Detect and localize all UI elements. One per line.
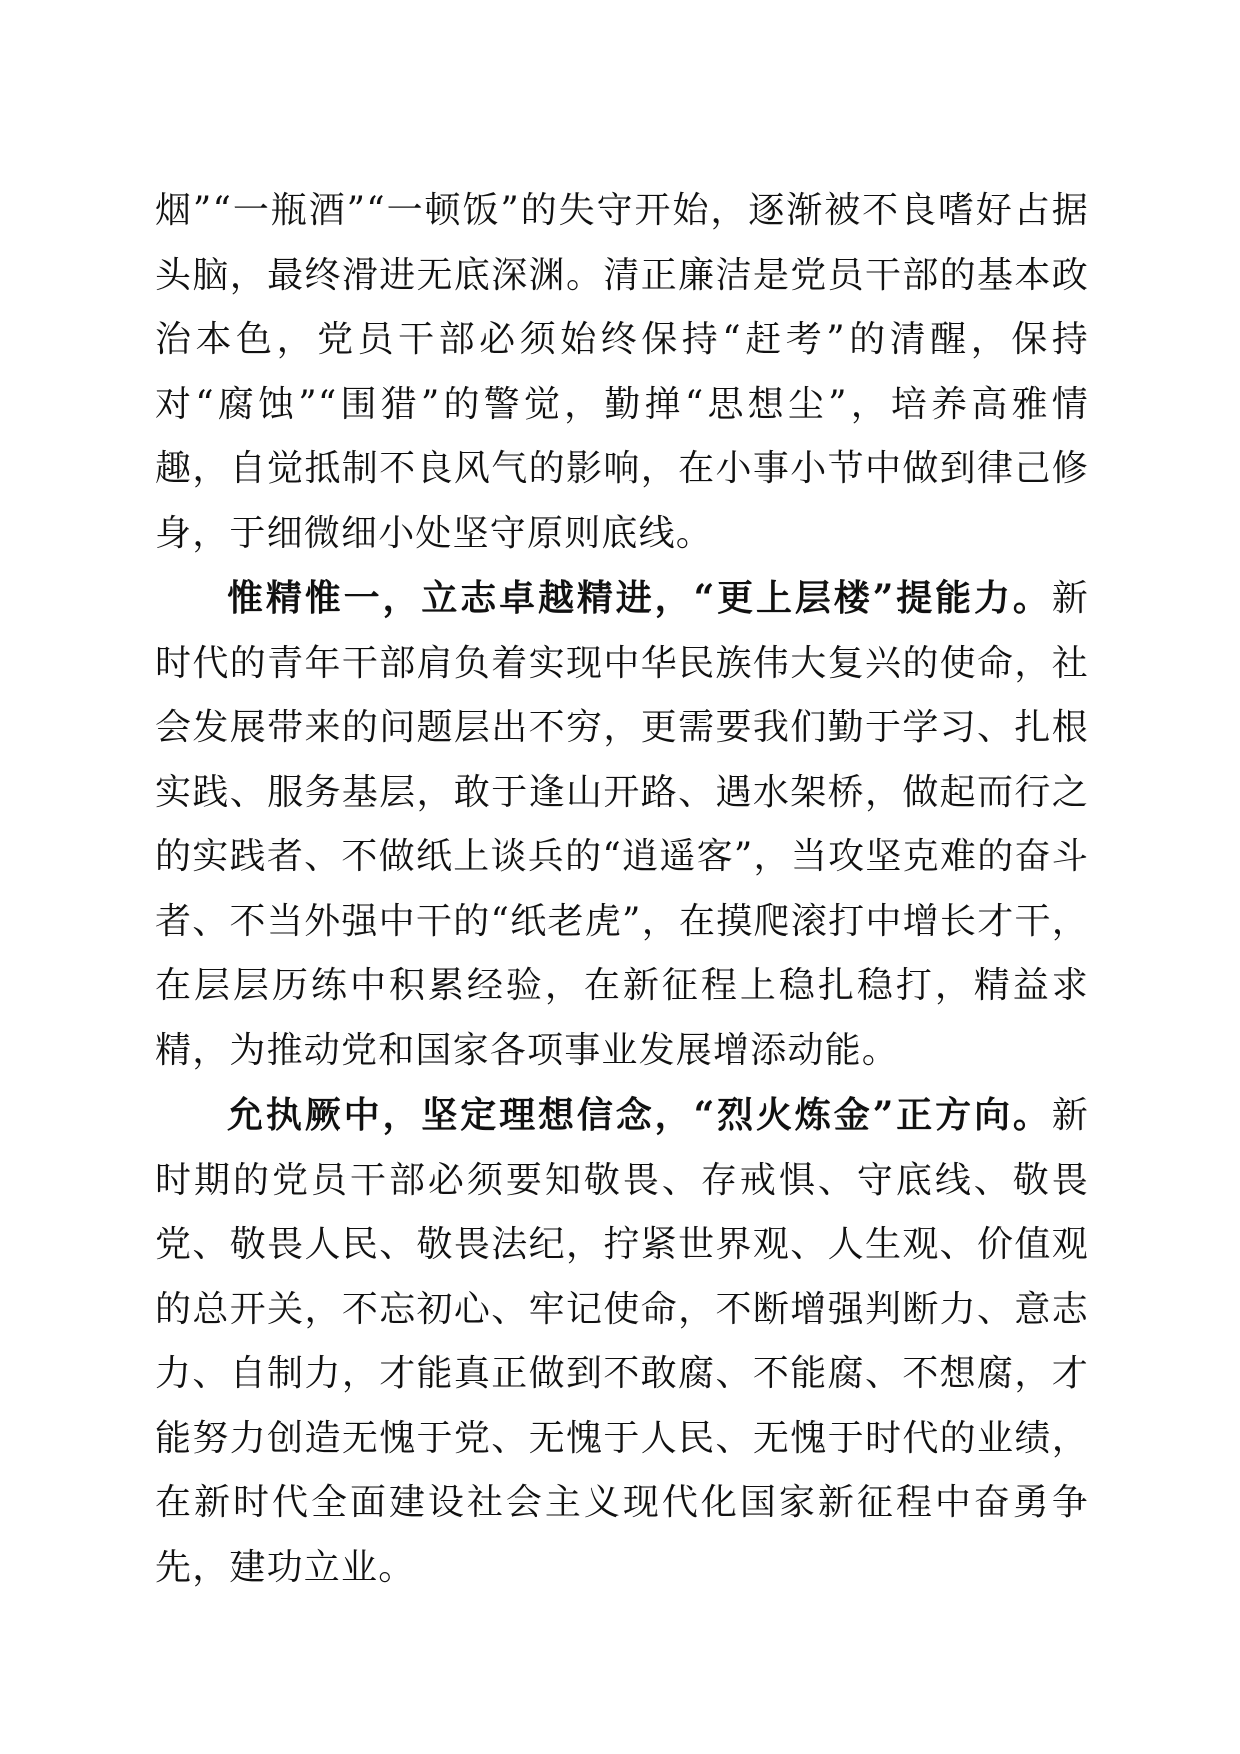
paragraph-continuation: [155, 178, 1089, 566]
paragraph-lead: 惟精惟一，立志卓越精进，“更上层楼”提能力。: [227, 577, 1052, 619]
paragraph-lead: 允执厥中，坚定理想信念，“烈火炼金”正方向。: [227, 1094, 1052, 1136]
document-body: [155, 178, 1089, 1600]
paragraph-text: 新时期的党员干部必须要知敬畏、存戒惧、守底线、敬畏党、敬畏人民、敬畏法纪，拧紧世界观、人生观、价值观的总开关，不忘初心、牢记使命，不断增强判断力、意志力、自制力，才能真正做到不敢腐、不能腐、不想腐，才能努力创造无愧于党、无愧于人民、无愧于时代的业绩，在新时代全面建设社会主义现代化国家新征程中奋勇争先，建功立业。: [155, 1095, 1089, 1588]
paragraph-firm-ideals: [155, 1083, 1089, 1600]
paragraph-text: 烟”“一瓶酒”“一顿饭”的失守开始，逐渐被不良嗜好占据头脑，最终滑进无底深渊。清正廉洁是党员干部的基本政治本色，党员干部必须始终保持“赶考”的清醒，保持对“腐蚀”“围猎”的警觉，勤掸“思想尘”，培养高雅情趣，自觉抵制不良风气的影响，在小事小节中做到律己修身，于细微细小处坚守原则底线。: [155, 190, 1089, 554]
paragraph-text: 新时代的青年干部肩负着实现中华民族伟大复兴的使命，社会发展带来的问题层出不穷，更需要我们勤于学习、扎根实践、服务基层，敢于逢山开路、遇水架桥，做起而行之的实践者、不做纸上谈兵的“逍遥客”，当攻坚克难的奋斗者、不当外强中干的“纸老虎”，在摸爬滚打中增长才干，在层层历练中积累经验，在新征程上稳扎稳打，精益求精，为推动党和国家各项事业发展增添动能。: [155, 578, 1089, 1071]
paragraph-refine-ability: [155, 566, 1089, 1083]
